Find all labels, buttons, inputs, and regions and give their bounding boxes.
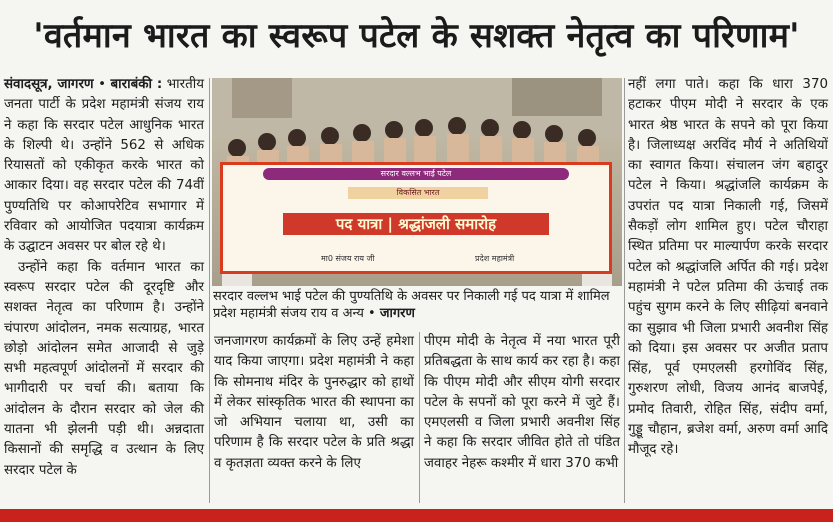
column-divider <box>209 78 210 503</box>
event-banner <box>220 162 612 274</box>
caption-text: सरदार वल्लभ भाई पटेल की पुण्यतिथि के अवसर पर निकाली गई पद यात्रा में शामिल प्रदेश महामंत्री संजय राय व अन्य <box>213 289 610 321</box>
news-photo <box>212 78 622 286</box>
headline: 'वर्तमान भारत का स्वरूप पटेल के सशक्त नेतृत्व का परिणाम' <box>33 16 800 56</box>
caption-source: जागरण <box>379 306 415 321</box>
paragraph-text: भारतीय जनता पार्टी के प्रदेश महामंत्री संजय राय ने कहा कि सरदार पटेल आधुनिक भारत के शिल्पी थे। उन्होंने 562 से अधिक रियासतों को एकीकृत करके भारत को आकार दिया। वह सरदार पटेल की 74वीं पुण्यतिथि पर कोआपरेटिव सभागार में रविवार को आयोजित पदयात्रा कार्यक्रम के उद्घाटन अवसर पर बोल रहे थे। <box>4 77 204 255</box>
banner-title: पद यात्रा | श्रद्धांजली समारोह <box>283 213 549 235</box>
photo-caption: सरदार वल्लभ भाई पटेल की पुण्यतिथि के अवसर पर निकाली गई पद यात्रा में शामिल प्रदेश महामंत्री संजय राय व अन्य • जागरण <box>213 289 610 321</box>
article-paragraph: संवादसूत्र, जागरण • बाराबंकी : भारतीय जनता पार्टी के प्रदेश महामंत्री संजय राय ने कहा कि सरदार पटेल आधुनिक भारत के शिल्पी थे। उन्होंने 562 से अधिक रियासतों को एकीकृत करके भारत को आकार दिया। वह सरदार पटेल की 74वीं पुण्यतिथि पर कोआपरेटिव सभागार में रविवार को आयोजित पदयात्रा कार्यक्रम के उद्घाटन अवसर पर बोल रहे थे। <box>4 77 204 255</box>
article-paragraph: नहीं लगा पाते। कहा कि धारा 370 हटाकर पीएम मोदी ने सरदार के एक भारत श्रेष्ठ भारत के सपने को पूरा किया है। जिलाध्यक्ष अरविंद मौर्य ने अतिथियों का स्वागत किया। संचालन जंग बहादुर पटेल ने किया। श्रद्धांजलि कार्यक्रम के उपरांत पद यात्रा निकाली गई, जिसमें सैकड़ों लोग शामिल हुए। पटेल चौराहा स्थित प्रतिमा पर माल्यार्पण करके सरदार पटेल को श्रद्धांजलि अर्पित की गई। प्रदेश महामंत्री ने पटेल प्रतिमा की ऊंचाई तक पहुंच सुगम करने के लिए सीढ़ियां बनवाने का सुझाव भी जिला प्रभारी अवनीश सिंह को दिया। इस अवसर पर अजीत प्रताप सिंह, पूर्व एमएलसी हरगोविंद सिंह, गुरुशरण लोधी, विजय आनंद बाजपेई, प्रमोद तिवारी, रोहित सिंह, संदीप वर्मा, गुड्डू चौहान, ब्रजेश वर्मा, अरुण वर्मा आदि मौजूद रहे। <box>628 77 828 458</box>
banner-subtitle: विकसित भारत <box>348 187 488 199</box>
article-column-3 <box>424 332 620 474</box>
place: बाराबंकी : <box>110 77 163 92</box>
column-divider <box>624 78 625 503</box>
article-paragraph: उन्होंने कहा कि वर्तमान भारत का स्वरूप सरदार पटेल की दूरदृष्टि और सशक्त नेतृत्व का परिणाम है। उन्होंने चंपारण आंदोलन, नमक सत्याग्रह, भारत छोड़ो आंदोलन समेत आजादी से जुड़े सभी महत्वपूर्ण आंदोलनों में सरदार की भागीदारी पर चर्चा की। बताया कि आंदोलन के दौरान सरदार को जेल की यातना भी झेलनी पड़ी थी। अन्नदाता किसानों की समृद्धि व उत्थान के लिए सरदार पटेल के <box>4 259 204 478</box>
article-column-2 <box>214 332 414 474</box>
dateline: संवादसूत्र, जागरण <box>4 77 94 92</box>
banner-name-right: प्रदेश महामंत्री <box>475 254 515 263</box>
banner-name-left: मा0 संजय राय जी <box>321 254 375 263</box>
article-column-1 <box>4 75 204 481</box>
banner-top-strip: सरदार वल्लभ भाई पटेल <box>263 168 569 180</box>
article-paragraph: पीएम मोदी के नेतृत्व में नया भारत पूरी प्रतिबद्धता के साथ कार्य कर रहा है। कहा कि पीएम मोदी और सीएम योगी सरदार पटेल के सपनों को पूरा करने में जुटे हैं। एमएलसी व जिला प्रभारी अवनीश सिंह ने कहा कि सरदार जीवित होते तो पंडित जवाहर नेहरू कश्मीर में धारा 370 कभी <box>424 334 620 471</box>
column-divider <box>419 332 420 503</box>
article-column-4 <box>628 75 828 461</box>
page-bottom-rule <box>0 509 833 522</box>
article-paragraph: जनजागरण कार्यक्रमों के लिए उन्हें हमेशा याद किया जाएगा। प्रदेश महामंत्री ने कहा कि सोमनाथ मंदिर के पुनरुद्धार को हाथों में लेकर सांस्कृतिक भारत की स्थापना का जो अभियान चलाया था, उसी का परिणाम है कि सरदार पटेल के प्रति श्रद्धा व कृतज्ञता व्यक्त करने के लिए <box>214 334 414 471</box>
